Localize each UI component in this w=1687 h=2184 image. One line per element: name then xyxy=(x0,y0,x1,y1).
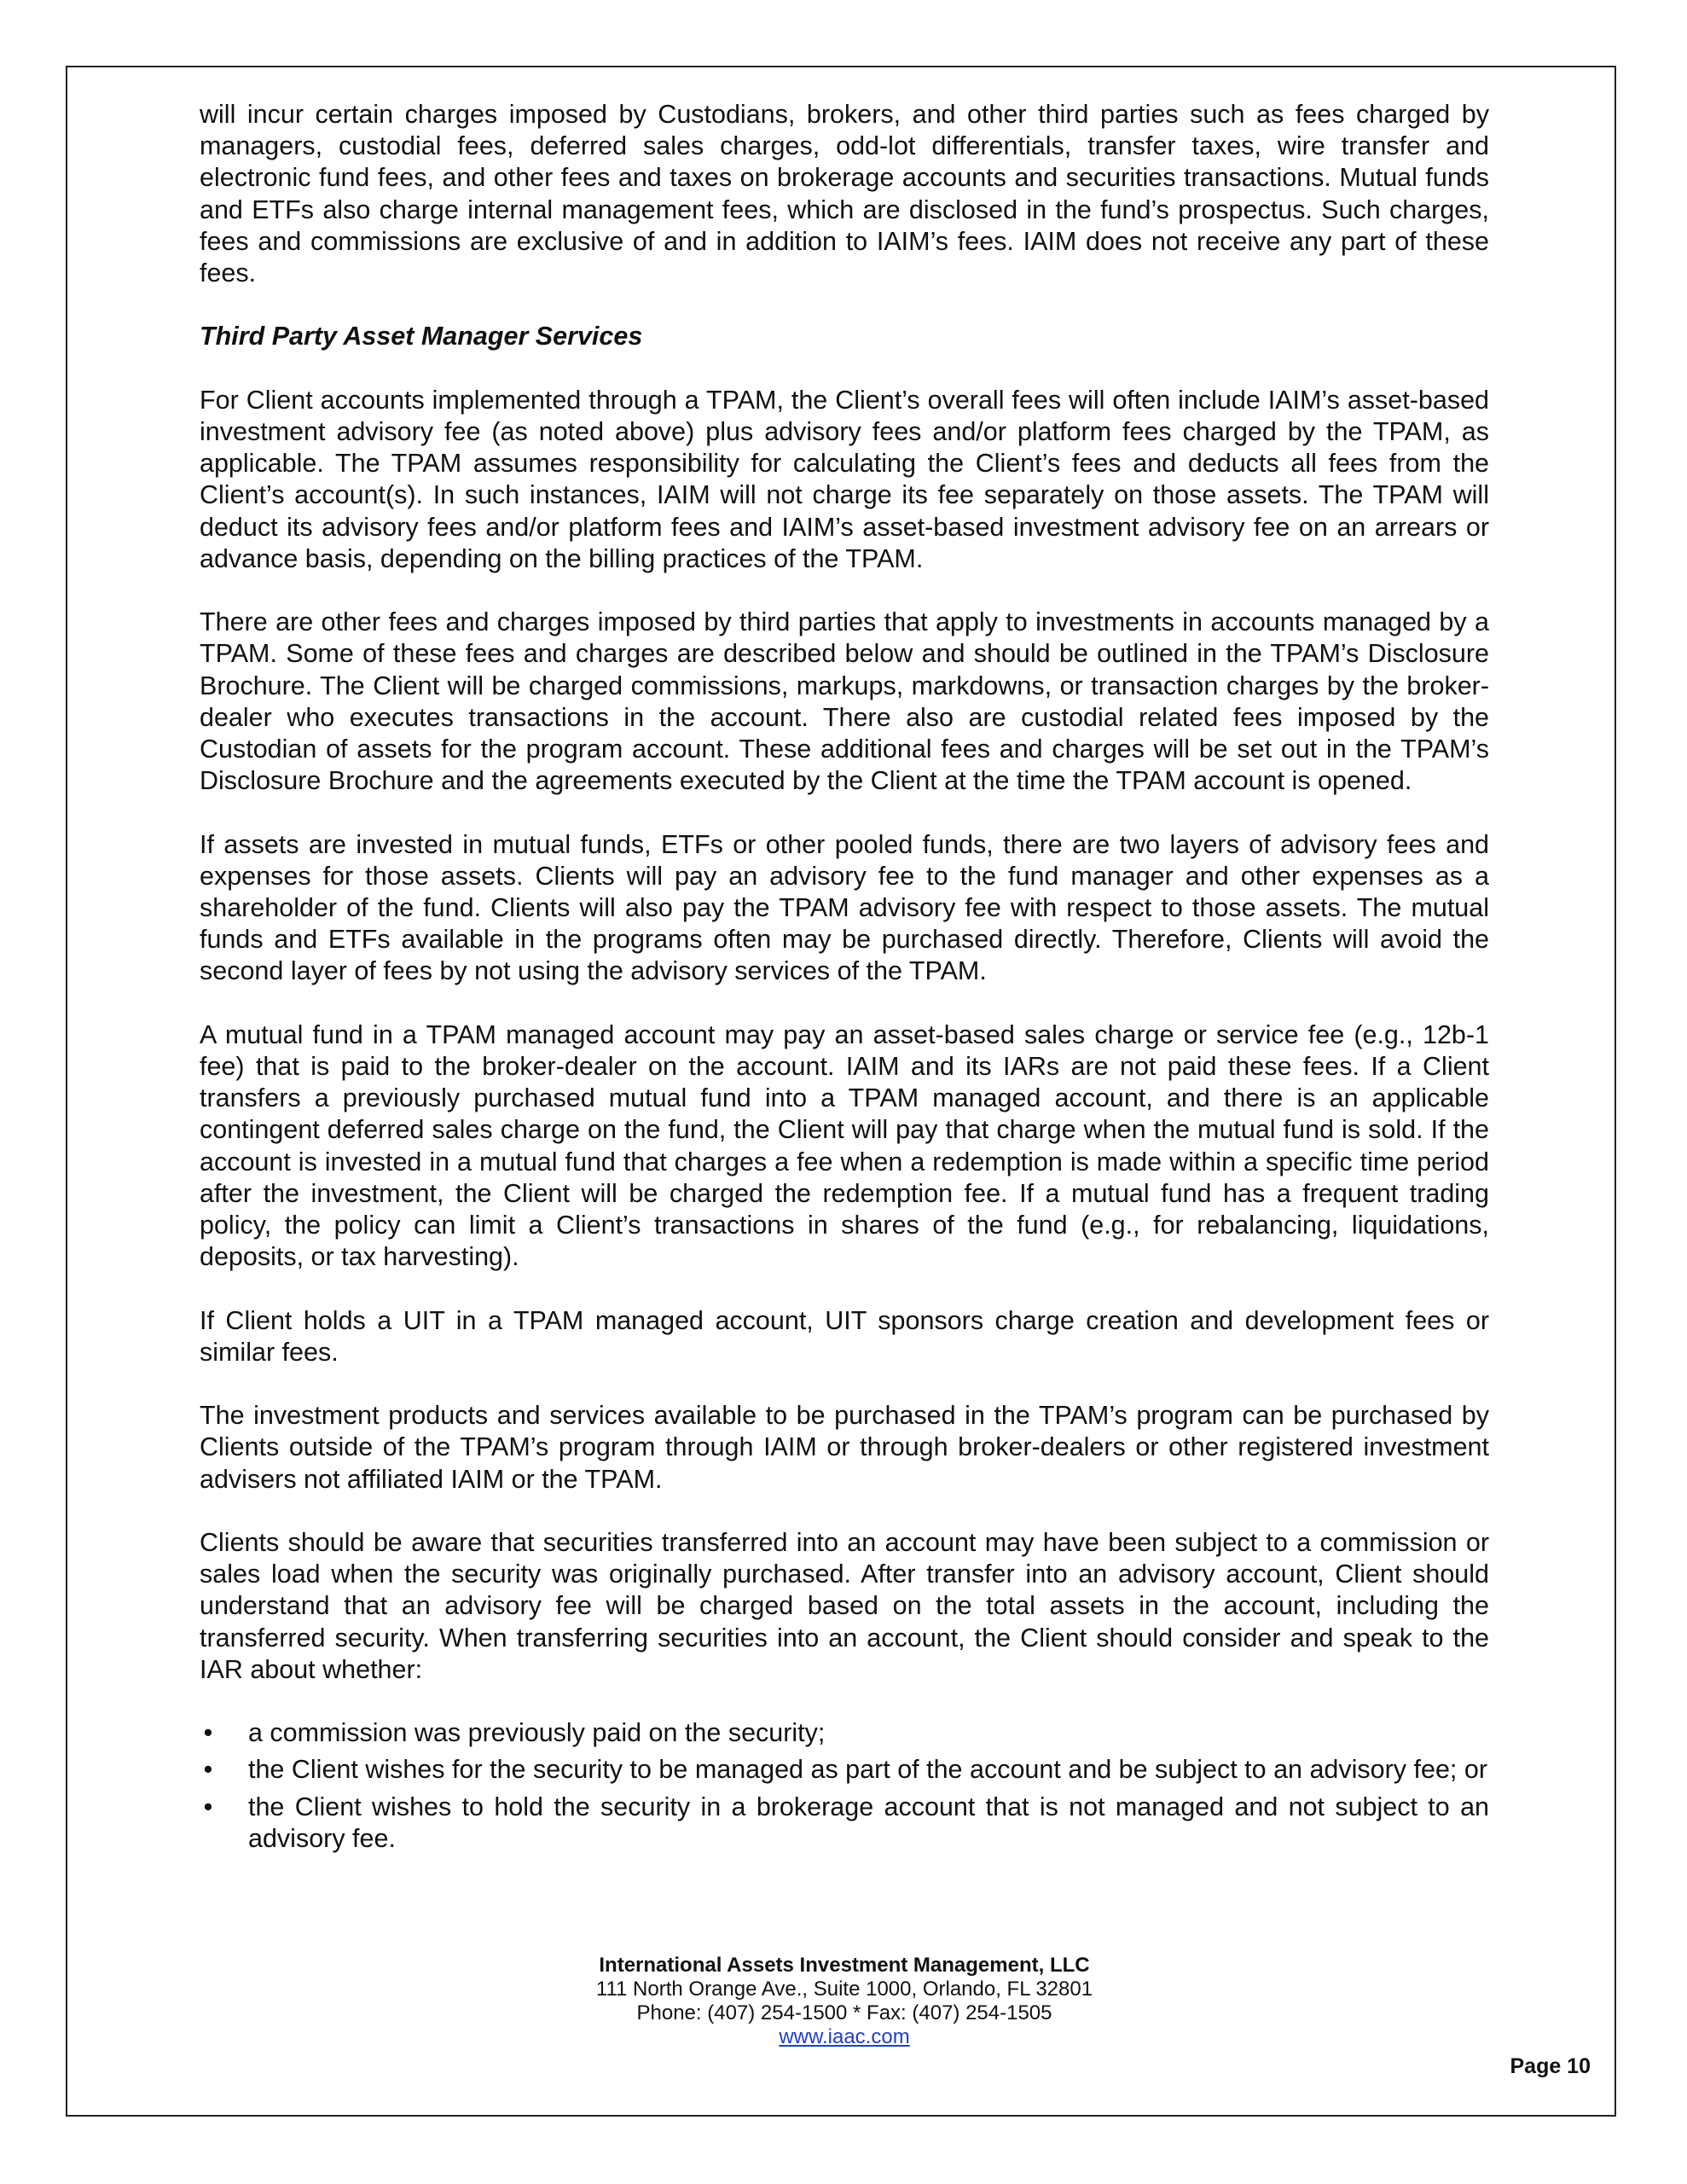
list-item xyxy=(200,1792,1489,1855)
page-number: Page 10 xyxy=(1510,2054,1591,2078)
list-item-text: a commission was previously paid on the security; xyxy=(248,1718,826,1748)
paragraph-transferred-securities: Clients should be aware that securities transferred into an account may have been subject to a commission or sales load when the security was originally purchased. After transfer into an advisory account, Client should understand that an advisory fee will be charged based on the total assets in the account, including the transferred security. When transferring securities into an account, the Client should consider and speak to the IAR about whether: xyxy=(200,1528,1489,1684)
list-item-text: the Client wishes for the security to be managed as part of the account and be subject to an advisory fee; or xyxy=(248,1755,1487,1785)
bullet-icon: • xyxy=(203,1792,213,1821)
page-footer xyxy=(200,1954,1489,2049)
footer-phone-fax: Phone: (407) 254-1500 * Fax: (407) 254-1505 xyxy=(636,2001,1052,2024)
paragraph-third-party-charges: There are other fees and charges imposed by third parties that apply to investments in accounts managed by a TPAM. Some of these fees and charges are described below and should be outlined in the TPAM’s Disclosure Brochure. The Client will be charged commissions, markups, markdowns, or transaction charges by the broker-dealer who executes transactions in the account. There also are custodial related fees imposed by the Custodian of assets for the program account. These additional fees and charges will be set out in the TPAM’s Disclosure Brochure and the agreements executed by the Client at the time the TPAM account is opened. xyxy=(200,607,1489,796)
paragraph-mutual-fund-charges: A mutual fund in a TPAM managed account may pay an asset-based sales charge or service fee (e.g., 12b-1 fee) that is paid to the broker-dealer on the account. IAIM and its IARs are not paid these fees. If a Client transfers a previously purchased mutual fund into a TPAM managed account, and there is an applicable contingent deferred sales charge on the fund, the Client will pay that charge when the mutual fund is sold. If the account is invested in a mutual fund that charges a fee when a redemption is made within a specific time period after the investment, the Client will be charged the redemption fee. If a mutual fund has a frequent trading policy, the policy can limit a Client’s transactions in shares of the fund (e.g., for rebalancing, liquidations, deposits, or tax harvesting). xyxy=(200,1019,1489,1272)
paragraph-outside-program: The investment products and services available to be purchased in the TPAM’s program can be purchased by Clients outside of the TPAM’s program through IAIM or through broker-dealers or other registered investment advisers not affiliated IAIM or the TPAM. xyxy=(200,1401,1489,1494)
list-item xyxy=(200,1754,1489,1786)
bullet-list xyxy=(200,1717,1489,1855)
footer-company-name: International Assets Investment Management, LLC xyxy=(599,1954,1090,1977)
paragraph-pooled-funds: If assets are invested in mutual funds, ETFs or other pooled funds, there are two layers of advisory fees and expenses for those assets. Clients will pay an advisory fee to the fund manager and other expenses as a shareholder of the fund. Clients will also pay the TPAM advisory fee with respect to those assets. The mutual funds and ETFs available in the programs often may be purchased directly. Therefore, Clients will avoid the second layer of fees by not using the advisory services of the TPAM. xyxy=(200,829,1489,986)
paragraph-uit: If Client holds a UIT in a TPAM managed account, UIT sponsors charge creation and development fees or similar fees. xyxy=(200,1305,1489,1367)
list-item xyxy=(200,1717,1489,1749)
paragraph-tpam-fees: For Client accounts implemented through a TPAM, the Client’s overall fees will often include IAIM’s asset-based investment advisory fee (as noted above) plus advisory fees and/or platform fees charged by the TPAM, as applicable. The TPAM assumes responsibility for calculating the Client’s fees and deducts all fees from the Client’s account(s). In such instances, IAIM will not charge its fee separately on those assets. The TPAM will deduct its advisory fees and/or platform fees and IAIM’s asset-based investment advisory fee on an arrears or advance basis, depending on the billing practices of the TPAM. xyxy=(200,385,1489,573)
bullet-icon: • xyxy=(203,1718,213,1748)
list-item-text: the Client wishes to hold the security in a brokerage account that is not managed and not subject to an advisory fee. xyxy=(248,1792,1489,1853)
document-body xyxy=(200,99,1489,1860)
footer-website-link[interactable]: www.iaac.com xyxy=(779,2025,910,2048)
intro-paragraph: will incur certain charges imposed by Custodians, brokers, and other third parties such as fees charged by managers, custodial fees, deferred sales charges, odd-lot differentials, transfer taxes, wire transfer and electronic fund fees, and other fees and taxes on brokerage accounts and securities transactions. Mutual funds and ETFs also charge internal management fees, which are disclosed in the fund’s prospectus. Such charges, fees and commissions are exclusive of and in addition to IAIM’s fees. IAIM does not receive any part of these fees. xyxy=(200,100,1489,288)
section-heading-tpam: Third Party Asset Manager Services xyxy=(200,322,643,351)
bullet-icon: • xyxy=(203,1755,213,1785)
footer-address: 111 North Orange Ave., Suite 1000, Orlando, FL 32801 xyxy=(595,1978,1093,2001)
